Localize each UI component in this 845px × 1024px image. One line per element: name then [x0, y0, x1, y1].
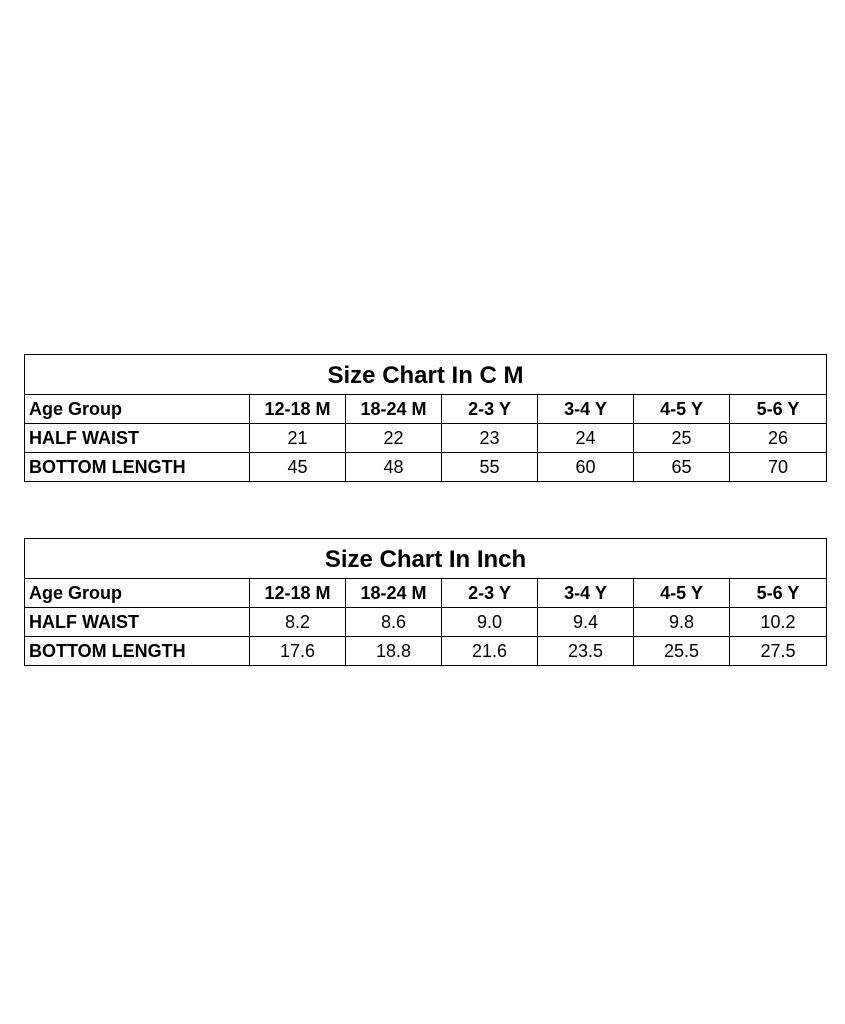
size-chart-cm-table [24, 354, 827, 482]
table-cell: 21.6 [442, 637, 538, 666]
table-cell: 22 [346, 424, 442, 453]
table-header-row [25, 395, 827, 424]
table-cell: 9.0 [442, 608, 538, 637]
table-row [25, 608, 827, 637]
table-cell: 9.8 [634, 608, 730, 637]
row-label: HALF WAIST [25, 608, 250, 637]
table-cell: 18.8 [346, 637, 442, 666]
table-cell: 17.6 [250, 637, 346, 666]
table-cell: 8.6 [346, 608, 442, 637]
column-header: 4-5 Y [634, 395, 730, 424]
column-header: 18-24 M [346, 395, 442, 424]
column-header: 12-18 M [250, 395, 346, 424]
table-cell: 27.5 [730, 637, 827, 666]
table-row [25, 424, 827, 453]
table-cell: 70 [730, 453, 827, 482]
column-header: 5-6 Y [730, 395, 827, 424]
table-cell: 23.5 [538, 637, 634, 666]
table-cell: 45 [250, 453, 346, 482]
table-title-row [25, 539, 827, 579]
table-title-row [25, 355, 827, 395]
column-header: 2-3 Y [442, 579, 538, 608]
table-cell: 9.4 [538, 608, 634, 637]
row-label: BOTTOM LENGTH [25, 637, 250, 666]
column-header: 4-5 Y [634, 579, 730, 608]
table-cell: 8.2 [250, 608, 346, 637]
table-header-row [25, 579, 827, 608]
table-row [25, 453, 827, 482]
table-cell: 24 [538, 424, 634, 453]
column-header: 3-4 Y [538, 579, 634, 608]
header-label: Age Group [25, 579, 250, 608]
header-label: Age Group [25, 395, 250, 424]
table-title: Size Chart In C M [25, 355, 827, 395]
column-header: 5-6 Y [730, 579, 827, 608]
row-label: BOTTOM LENGTH [25, 453, 250, 482]
table-cell: 60 [538, 453, 634, 482]
table-cell: 26 [730, 424, 827, 453]
table-cell: 21 [250, 424, 346, 453]
table-cell: 48 [346, 453, 442, 482]
column-header: 12-18 M [250, 579, 346, 608]
table-cell: 65 [634, 453, 730, 482]
column-header: 2-3 Y [442, 395, 538, 424]
table-cell: 25.5 [634, 637, 730, 666]
column-header: 18-24 M [346, 579, 442, 608]
table-cell: 55 [442, 453, 538, 482]
table-title: Size Chart In Inch [25, 539, 827, 579]
size-chart-inch-table [24, 538, 827, 666]
table-row [25, 637, 827, 666]
row-label: HALF WAIST [25, 424, 250, 453]
table-cell: 25 [634, 424, 730, 453]
column-header: 3-4 Y [538, 395, 634, 424]
table-cell: 23 [442, 424, 538, 453]
table-cell: 10.2 [730, 608, 827, 637]
